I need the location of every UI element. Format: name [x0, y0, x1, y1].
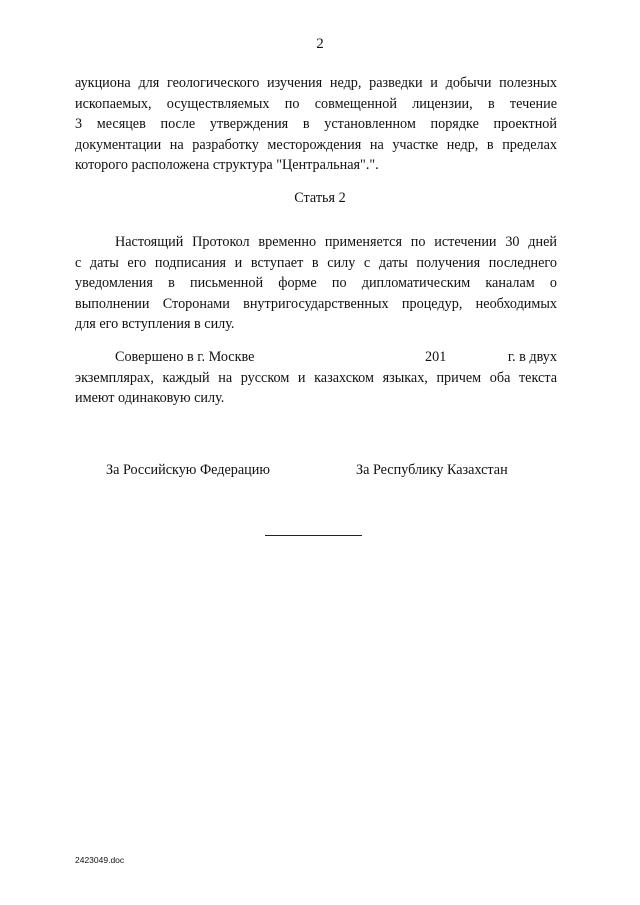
article-heading: Статья 2 [294, 190, 346, 206]
signing-place: Совершено в г. Москве [115, 349, 255, 365]
text-line: Настоящий Протокол временно применяется по истечении 30 дней [115, 234, 557, 250]
text-line: выполнении Сторонами внутригосударственных процедур, необходимых [75, 295, 557, 312]
signature-russia: За Российскую Федерацию [106, 462, 270, 478]
article-2-paragraph [75, 232, 557, 335]
text-line: с даты его подписания и вступает в силу с даты получения последнего [75, 254, 557, 271]
done-first-line [75, 347, 557, 368]
file-reference: 2423049.doc [75, 855, 125, 865]
signature-kazakhstan: За Республику Казахстан [356, 462, 508, 478]
continuation-paragraph [75, 73, 557, 176]
copies-text: г. в двух [507, 349, 557, 365]
text-line: для его вступления в силу. [75, 316, 235, 332]
done-paragraph [75, 347, 557, 409]
page-number: 2 [316, 36, 324, 52]
text-line: экземплярах, каждый на русском и казахском языках, причем оба текста [75, 369, 557, 386]
text-line: 3 месяцев после утверждения в установленном порядке проектной [75, 116, 557, 132]
text-line: аукциона для геологического изучения недр, разведки и добычи полезных [75, 75, 557, 91]
text-line: ископаемых, осуществляемых по совмещенной лицензии, в течение [75, 95, 557, 112]
text-line: уведомления в письменной форме по дипломатическим каналам о [75, 275, 557, 291]
signing-year: 201 [425, 349, 447, 365]
text-line: которого расположена структура "Центральная".". [75, 157, 379, 173]
text-line: имеют одинаковую силу. [75, 390, 225, 406]
end-divider [265, 535, 362, 536]
text-line: документации на разработку месторождения на участке недр, в пределах [75, 136, 557, 153]
